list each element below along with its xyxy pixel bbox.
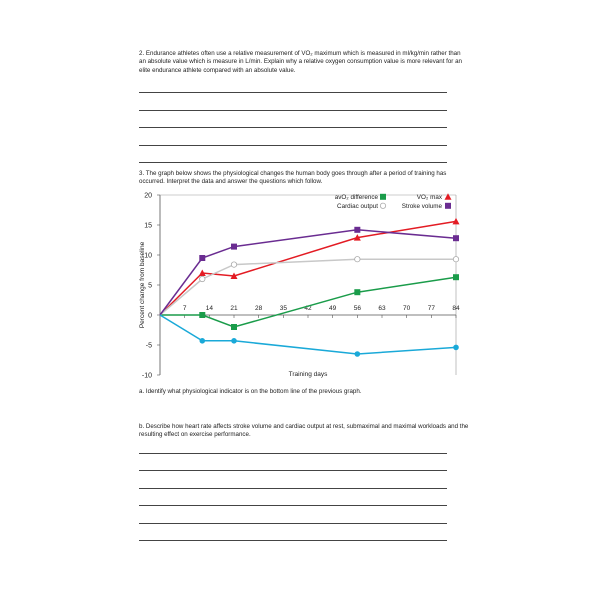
y-axis-label: Percent change from baseline xyxy=(139,241,146,329)
x-tick-label: 14 xyxy=(205,305,213,312)
legend-label: VO₂ max xyxy=(416,194,442,201)
answer-line xyxy=(139,540,447,541)
y-tick-label: 20 xyxy=(144,192,152,200)
x-tick-label: 7 xyxy=(182,305,187,312)
question-2-text: 2. Endurance athletes often use a relative measurement of VO₂ maximum which is measured in ml/kg/min rather than an absolute value which is measure in L/min. Explain why a relative oxygen consumption value is more relevant for an elite endurance athlete compared with an absolute value. xyxy=(139,50,462,74)
y-tick-label: 5 xyxy=(148,282,152,290)
answer-line xyxy=(139,470,447,471)
data-point xyxy=(200,276,205,281)
data-point xyxy=(354,289,360,295)
y-tick-label: 0 xyxy=(148,312,152,320)
x-tick-label: 84 xyxy=(452,305,460,312)
y-tick-label: 10 xyxy=(144,252,152,260)
answer-line xyxy=(139,453,447,454)
y-tick-label: -10 xyxy=(141,372,152,380)
x-tick-label: 70 xyxy=(403,305,411,312)
data-point xyxy=(354,227,360,233)
x-tick-label: 56 xyxy=(353,305,361,312)
answer-line xyxy=(139,488,447,489)
answer-line xyxy=(139,162,447,163)
answer-line xyxy=(139,127,447,128)
x-tick-label: 28 xyxy=(255,305,263,312)
x-tick-label: 77 xyxy=(427,305,435,312)
x-tick-label: 49 xyxy=(329,305,337,312)
data-point xyxy=(231,324,237,330)
answer-line xyxy=(139,110,447,111)
line-chart xyxy=(120,185,465,390)
answer-line xyxy=(139,505,447,506)
legend-marker xyxy=(380,194,386,200)
answer-line xyxy=(139,145,447,146)
data-point xyxy=(453,345,459,351)
x-axis-label: Training days xyxy=(288,371,328,378)
data-point xyxy=(231,262,236,267)
answer-line xyxy=(139,523,447,524)
data-point xyxy=(199,312,205,318)
series-line xyxy=(160,277,456,327)
legend-marker xyxy=(445,193,452,200)
x-tick-label: 21 xyxy=(230,305,238,312)
data-point xyxy=(355,351,361,357)
legend-marker xyxy=(380,203,385,208)
data-point xyxy=(231,244,237,250)
x-tick-label: 63 xyxy=(378,305,386,312)
data-point xyxy=(199,255,205,261)
data-point xyxy=(453,235,459,241)
data-point xyxy=(453,274,459,280)
series-line xyxy=(160,221,456,315)
y-tick-label: -5 xyxy=(145,342,152,350)
series-line xyxy=(160,315,456,354)
question-a-text: a. Identify what physiological indicator is on the bottom line of the previous graph. xyxy=(139,388,362,395)
series-line xyxy=(160,230,456,315)
question-b-text: b. Describe how heart rate affects stroke volume and cardiac output at rest, submaximal and maximal workloads and the resulting effect on exercise performance. xyxy=(139,423,469,439)
question-3-text: 3. The graph below shows the physiological changes the human body goes through after a period of training has occurred. Interpret the data and answer the questions which follow. xyxy=(139,170,447,186)
legend-label: Stroke volume xyxy=(401,203,442,210)
y-tick-label: 15 xyxy=(144,222,152,230)
legend-label: avO₂ difference xyxy=(334,194,378,201)
data-point xyxy=(355,257,360,262)
legend-label: Cardiac output xyxy=(337,203,378,210)
data-point xyxy=(231,338,237,344)
x-tick-label: 35 xyxy=(279,305,287,312)
x-tick-label: 42 xyxy=(304,305,312,312)
data-point xyxy=(199,338,205,344)
answer-line xyxy=(139,92,447,93)
data-point xyxy=(453,257,458,262)
legend-marker xyxy=(445,203,451,209)
